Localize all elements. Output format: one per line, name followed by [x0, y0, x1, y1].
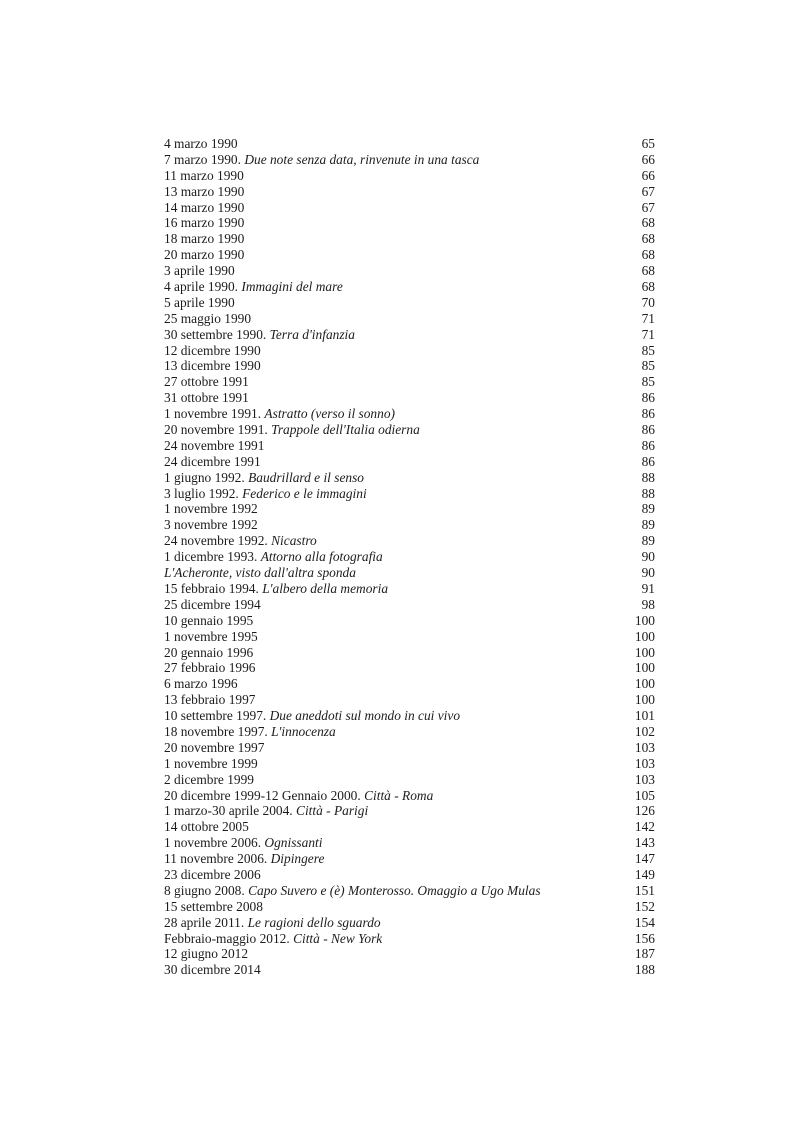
toc-entry-page-number: 88 [641, 485, 655, 501]
toc-entry [164, 438, 655, 454]
toc-entry [164, 454, 655, 470]
toc-entry-date: 2 dicembre 1999 [164, 771, 254, 787]
toc-entry-date: 24 dicembre 1991 [164, 453, 261, 469]
toc-entry [164, 581, 655, 597]
toc-entry [164, 279, 655, 295]
toc-entry [164, 136, 655, 152]
toc-entry-text [164, 708, 460, 724]
toc-entry-page-number: 188 [634, 962, 655, 978]
toc-entry-title: Due note senza data, rinvenute in una tasca [244, 151, 480, 167]
toc-entry [164, 740, 655, 756]
toc-entry [164, 835, 655, 851]
toc-entry-text [164, 390, 249, 406]
toc-entry-page-number: 71 [641, 326, 655, 342]
toc-entry [164, 470, 655, 486]
toc-entry-text [164, 152, 479, 168]
toc-entry-page-number: 143 [634, 835, 655, 851]
toc-entry [164, 819, 655, 835]
toc-entry-title: Città - Roma [364, 787, 434, 803]
toc-entry [164, 168, 655, 184]
toc-entry-page-number: 85 [641, 374, 655, 390]
toc-entry [164, 867, 655, 883]
toc-entry-page-number: 66 [641, 167, 655, 183]
toc-entry-date: 28 aprile 2011. [164, 914, 248, 930]
toc-entry [164, 756, 655, 772]
toc-entry [164, 358, 655, 374]
toc-entry-page-number: 100 [634, 612, 655, 628]
toc-entry-page-number: 154 [634, 914, 655, 930]
toc-entry-text [164, 136, 238, 152]
toc-entry-text [164, 374, 249, 390]
toc-entry [164, 263, 655, 279]
toc-entry-date: 4 aprile 1990. [164, 279, 242, 295]
toc-entry-date: 30 dicembre 2014 [164, 962, 261, 978]
table-of-contents [164, 136, 655, 978]
toc-entry [164, 899, 655, 915]
toc-entry [164, 327, 655, 343]
toc-entry-page-number: 68 [641, 231, 655, 247]
toc-entry-text [164, 168, 244, 184]
toc-entry-page-number: 68 [641, 215, 655, 231]
toc-entry-date: 12 dicembre 1990 [164, 342, 261, 358]
toc-entry-date: 20 novembre 1991. [164, 422, 272, 438]
toc-entry-text [164, 676, 238, 692]
toc-entry [164, 660, 655, 676]
toc-entry [164, 422, 655, 438]
toc-entry-text [164, 486, 367, 502]
toc-entry-text [164, 343, 261, 359]
toc-entry [164, 915, 655, 931]
toc-entry-date: 18 novembre 1997. [164, 723, 272, 739]
toc-entry-date: 1 novembre 1992 [164, 501, 258, 517]
toc-entry-date: 1 novembre 2006. [164, 835, 265, 851]
toc-entry-text [164, 629, 258, 645]
toc-entry-text [164, 613, 253, 629]
toc-entry-text [164, 597, 261, 613]
toc-entry-text [164, 231, 244, 247]
toc-entry-text [164, 470, 364, 486]
toc-entry [164, 200, 655, 216]
toc-entry-date: 3 luglio 1992. [164, 485, 243, 501]
toc-entry-date: 20 novembre 1997 [164, 739, 265, 755]
toc-entry-title: Attorno alla fotografia [260, 549, 383, 565]
toc-entry-page-number: 105 [634, 787, 655, 803]
toc-entry [164, 613, 655, 629]
toc-entry [164, 374, 655, 390]
toc-entry [164, 311, 655, 327]
toc-entry-date: 27 febbraio 1996 [164, 660, 256, 676]
toc-entry-text [164, 692, 255, 708]
toc-entry [164, 788, 655, 804]
toc-entry-date: 20 gennaio 1996 [164, 644, 254, 660]
toc-entry-page-number: 103 [634, 755, 655, 771]
toc-entry-page-number: 90 [641, 549, 655, 565]
toc-entry-date: 24 novembre 1991 [164, 437, 265, 453]
toc-entry-text [164, 184, 244, 200]
toc-entry-text [164, 279, 343, 295]
toc-entry-date: 24 novembre 1992. [164, 533, 272, 549]
toc-entry-date: 31 ottobre 1991 [164, 390, 249, 406]
toc-entry-text [164, 946, 248, 962]
toc-entry [164, 184, 655, 200]
toc-entry-text [164, 200, 244, 216]
toc-entry-date: 12 giugno 2012 [164, 946, 249, 962]
toc-entry-date: 6 marzo 1996 [164, 676, 238, 692]
toc-entry-text [164, 645, 253, 661]
toc-entry-text [164, 962, 261, 978]
toc-entry-text [164, 517, 258, 533]
toc-entry [164, 946, 655, 962]
toc-entry-title: Immagini del mare [241, 279, 343, 295]
toc-entry [164, 549, 655, 565]
toc-entry [164, 295, 655, 311]
toc-entry-date: 25 maggio 1990 [164, 310, 252, 326]
toc-entry-date: 3 novembre 1992 [164, 517, 258, 533]
toc-entry-text [164, 501, 258, 517]
toc-entry-page-number: 152 [634, 898, 655, 914]
toc-entry-text [164, 215, 244, 231]
toc-entry-title: Ognissanti [264, 835, 323, 851]
toc-entry-page-number: 100 [634, 692, 655, 708]
toc-entry-text [164, 803, 368, 819]
toc-entry-date: 1 dicembre 1993. [164, 549, 261, 565]
toc-entry-page-number: 71 [641, 310, 655, 326]
toc-entry-page-number: 70 [641, 294, 655, 310]
toc-entry-page-number: 66 [641, 151, 655, 167]
toc-entry-date: 23 dicembre 2006 [164, 866, 261, 882]
toc-entry-page-number: 142 [634, 819, 655, 835]
toc-entry [164, 851, 655, 867]
toc-entry-text [164, 263, 235, 279]
toc-entry-text [164, 660, 255, 676]
toc-entry-page-number: 67 [641, 199, 655, 215]
toc-entry-date: 11 novembre 2006. [164, 851, 271, 867]
toc-entry-page-number: 68 [641, 263, 655, 279]
toc-entry [164, 231, 655, 247]
toc-entry [164, 676, 655, 692]
toc-entry-text [164, 724, 336, 740]
toc-entry-page-number: 86 [641, 406, 655, 422]
toc-entry [164, 343, 655, 359]
toc-entry-date: 14 marzo 1990 [164, 199, 245, 215]
toc-entry-date: 4 marzo 1990 [164, 136, 238, 151]
toc-entry-page-number: 85 [641, 342, 655, 358]
toc-entry [164, 708, 655, 724]
toc-entry-text [164, 867, 261, 883]
toc-entry-text [164, 899, 263, 915]
toc-entry-date: 3 aprile 1990 [164, 263, 235, 279]
toc-entry-title: Città - New York [293, 930, 383, 946]
toc-entry-date: 10 settembre 1997. [164, 708, 270, 724]
toc-entry-text [164, 406, 395, 422]
toc-entry [164, 247, 655, 263]
toc-entry-text [164, 581, 388, 597]
toc-entry-page-number: 103 [634, 771, 655, 787]
toc-entry-date: 1 marzo-30 aprile 2004. [164, 803, 297, 819]
toc-entry-page-number: 100 [634, 660, 655, 676]
toc-entry-page-number: 101 [634, 708, 655, 724]
toc-entry-page-number: 86 [641, 422, 655, 438]
toc-entry-text [164, 295, 235, 311]
toc-entry-page-number: 100 [634, 676, 655, 692]
toc-entry [164, 597, 655, 613]
toc-entry-date: 8 giugno 2008. [164, 882, 249, 898]
toc-entry-date: 7 marzo 1990. [164, 151, 245, 167]
toc-entry-page-number: 85 [641, 358, 655, 374]
toc-entry [164, 962, 655, 978]
toc-entry-title: Terra d'infanzia [269, 326, 355, 342]
toc-entry-date: 1 novembre 1991. [164, 406, 265, 422]
toc-entry-date: 1 novembre 1999 [164, 755, 258, 771]
toc-entry-page-number: 98 [641, 596, 655, 612]
toc-entry-date: 15 febbraio 1994. [164, 580, 263, 596]
toc-entry-date: 1 novembre 1995 [164, 628, 258, 644]
toc-entry-text [164, 851, 324, 867]
toc-entry-text [164, 549, 383, 565]
toc-entry-page-number: 86 [641, 390, 655, 406]
toc-entry-text [164, 819, 249, 835]
toc-entry [164, 692, 655, 708]
toc-entry-page-number: 86 [641, 437, 655, 453]
toc-entry-page-number: 89 [641, 533, 655, 549]
toc-entry [164, 517, 655, 533]
toc-entry-title: Città - Parigi [296, 803, 369, 819]
toc-entry-page-number: 91 [641, 580, 655, 596]
toc-entry-text [164, 931, 382, 947]
toc-entry-date: 20 marzo 1990 [164, 247, 245, 263]
toc-entry [164, 501, 655, 517]
toc-entry-text [164, 756, 258, 772]
toc-entry-text [164, 247, 244, 263]
toc-entry [164, 772, 655, 788]
toc-entry-page-number: 103 [634, 739, 655, 755]
toc-entry-page-number: 100 [634, 628, 655, 644]
toc-entry [164, 629, 655, 645]
toc-entry-title: L'innocenza [271, 723, 336, 739]
toc-entry-title: Baudrillard e il senso [248, 469, 365, 485]
toc-entry-text [164, 358, 261, 374]
toc-entry-page-number: 126 [634, 803, 655, 819]
toc-entry-text [164, 533, 317, 549]
toc-entry-title: L'albero della memoria [262, 580, 389, 596]
toc-entry-date: 10 gennaio 1995 [164, 612, 254, 628]
toc-entry-page-number: 89 [641, 501, 655, 517]
toc-entry [164, 215, 655, 231]
toc-entry-text [164, 740, 264, 756]
toc-entry-date: 16 marzo 1990 [164, 215, 245, 231]
toc-entry-page-number: 90 [641, 565, 655, 581]
toc-entry [164, 406, 655, 422]
toc-entry-date: Febbraio-maggio 2012. [164, 930, 294, 946]
toc-entry-title: Dipingere [270, 851, 325, 867]
toc-entry-page-number: 100 [634, 644, 655, 660]
toc-entry-text [164, 835, 322, 851]
toc-entry-page-number: 88 [641, 469, 655, 485]
toc-entry [164, 486, 655, 502]
toc-entry-page-number: 187 [634, 946, 655, 962]
toc-entry-title: Trappole dell'Italia odierna [271, 422, 420, 438]
toc-entry-date: 27 ottobre 1991 [164, 374, 249, 390]
toc-entry-date: 30 settembre 1990. [164, 326, 270, 342]
toc-entry-title: Due aneddoti sul mondo in cui vivo [269, 708, 461, 724]
toc-entry [164, 724, 655, 740]
toc-entry-date: 13 dicembre 1990 [164, 358, 261, 374]
toc-entry-page-number: 102 [634, 723, 655, 739]
toc-entry [164, 533, 655, 549]
toc-entry-text [164, 327, 355, 343]
toc-entry-date: 5 aprile 1990 [164, 294, 235, 310]
toc-entry-date: 25 dicembre 1994 [164, 596, 261, 612]
toc-entry-text [164, 788, 433, 804]
toc-entry-page-number: 156 [634, 930, 655, 946]
toc-entry [164, 152, 655, 168]
toc-entry-title: Le ragioni dello sguardo [247, 914, 381, 930]
toc-entry [164, 565, 655, 581]
toc-entry-page-number: 68 [641, 279, 655, 295]
toc-entry-page-number: 65 [641, 136, 655, 151]
toc-entry-text [164, 438, 264, 454]
toc-entry [164, 645, 655, 661]
toc-entry-page-number: 67 [641, 183, 655, 199]
toc-entry [164, 931, 655, 947]
toc-entry-date: 13 marzo 1990 [164, 183, 245, 199]
toc-entry-date: 20 dicembre 1999-12 Gennaio 2000. [164, 787, 365, 803]
toc-entry-title: Capo Suvero e (è) Monterosso. Omaggio a Ugo Mulas [248, 882, 541, 898]
toc-entry-text [164, 454, 261, 470]
toc-entry-title: Astratto (verso il sonno) [264, 406, 395, 422]
toc-entry [164, 803, 655, 819]
toc-entry-title: L'Acheronte, visto dall'altra sponda [164, 565, 356, 581]
toc-entry-page-number: 151 [634, 882, 655, 898]
toc-entry-page-number: 86 [641, 453, 655, 469]
toc-entry-page-number: 147 [634, 851, 655, 867]
toc-entry-text [164, 772, 254, 788]
toc-entry-title: Federico e le immagini [242, 485, 367, 501]
toc-entry-text [164, 311, 251, 327]
toc-entry-date: 14 ottobre 2005 [164, 819, 249, 835]
toc-entry [164, 883, 655, 899]
toc-entry-text [164, 883, 541, 899]
toc-entry-date: 13 febbraio 1997 [164, 692, 256, 708]
toc-entry-page-number: 89 [641, 517, 655, 533]
toc-entry-text [164, 565, 356, 581]
toc-entry-date: 15 settembre 2008 [164, 898, 263, 914]
toc-entry-text [164, 422, 420, 438]
toc-entry-date: 11 marzo 1990 [164, 167, 244, 183]
toc-entry-date: 18 marzo 1990 [164, 231, 245, 247]
toc-entry-page-number: 149 [634, 866, 655, 882]
toc-entry-page-number: 68 [641, 247, 655, 263]
toc-entry-text [164, 915, 381, 931]
toc-entry-title: Nicastro [271, 533, 317, 549]
toc-entry-date: 1 giugno 1992. [164, 469, 249, 485]
toc-entry [164, 390, 655, 406]
